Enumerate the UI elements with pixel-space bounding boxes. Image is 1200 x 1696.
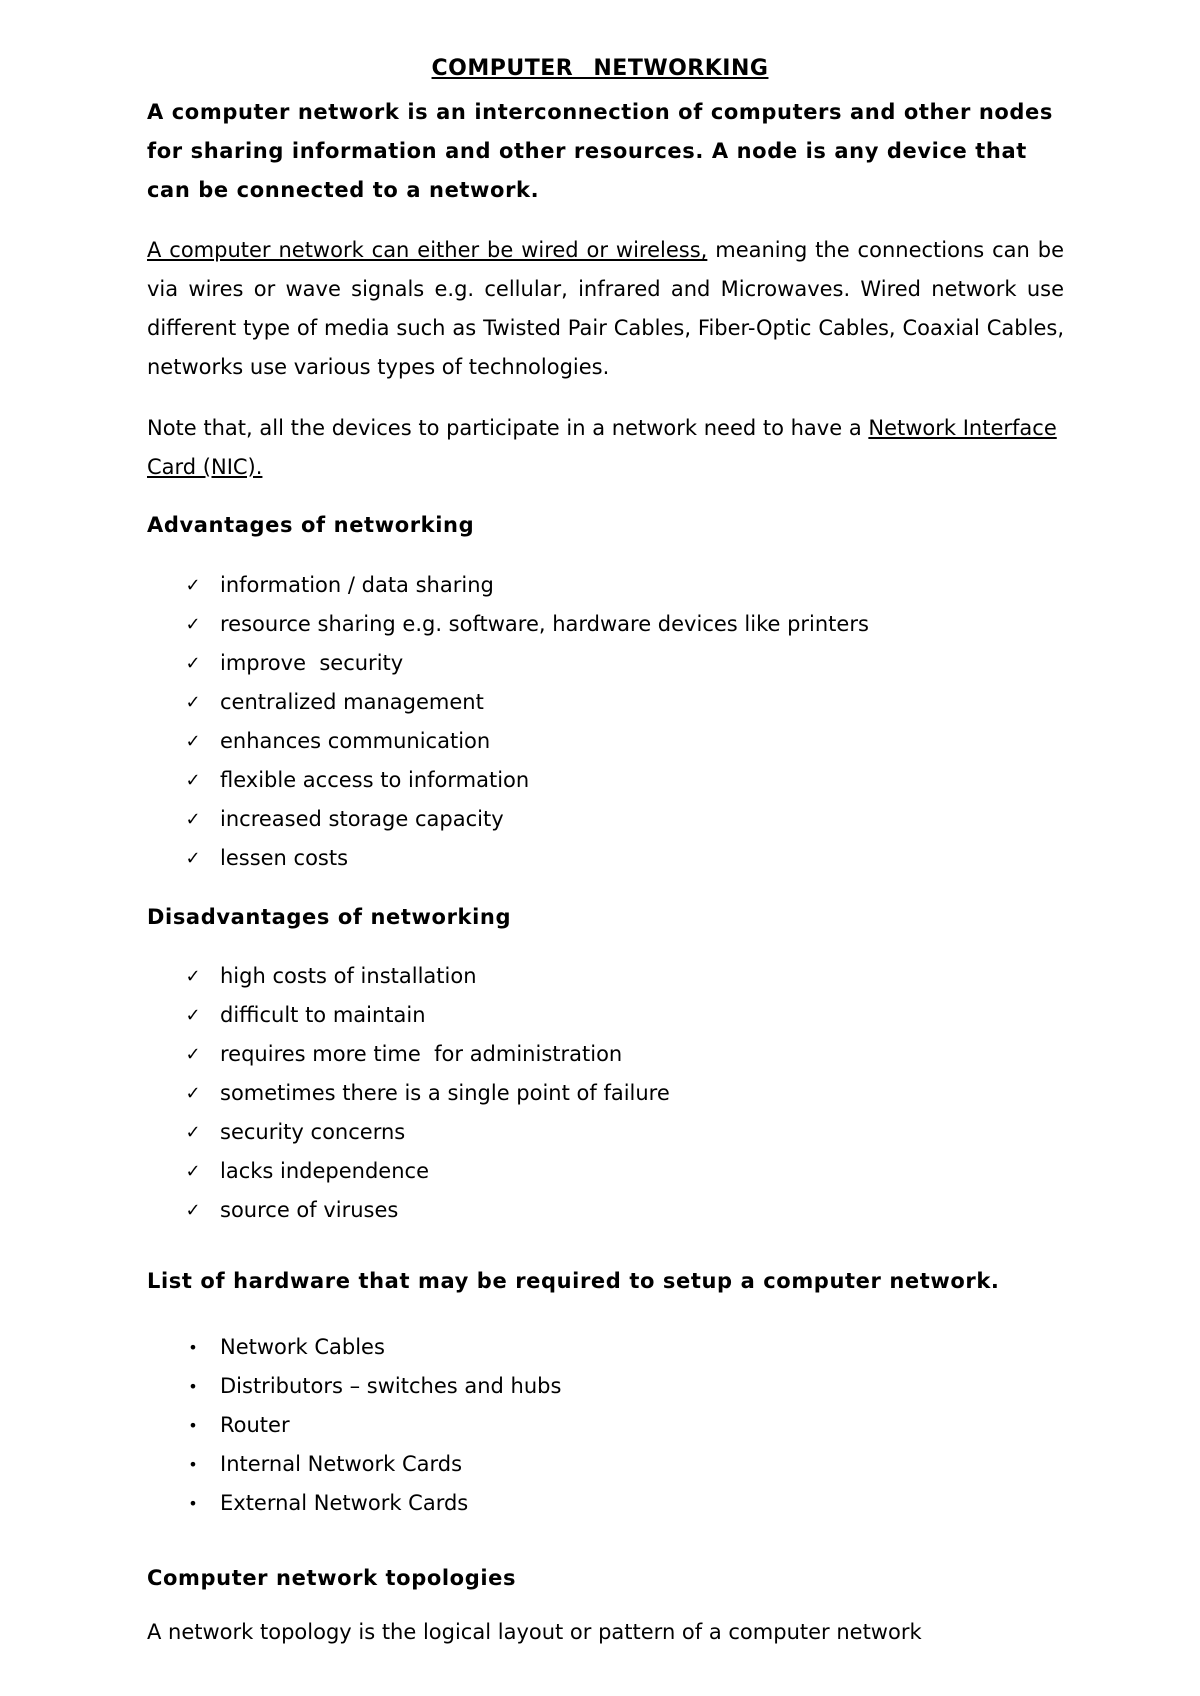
check-icon: ✓: [185, 1083, 201, 1104]
page-title: COMPUTER NETWORKING: [431, 56, 769, 81]
topologies-heading: Computer network topologies: [147, 1566, 517, 1590]
check-icon: ✓: [185, 1044, 201, 1065]
topology-definition: A network topology is the logical layout or pattern of a computer network: [147, 1620, 922, 1644]
check-icon: ✓: [185, 966, 201, 987]
list-item: ✓ sometimes there is a single point of failure: [0, 1074, 670, 1113]
list-item: ✓ increased storage capacity: [0, 800, 869, 839]
intro-paragraph: A computer network is an interconnection of computers and other nodes for sharing information and other resources. A node is any device that can be connected to a network.: [147, 100, 1053, 202]
disadvantages-heading: Disadvantages of networking: [147, 905, 512, 929]
list-item: ✓ security concerns: [0, 1113, 670, 1152]
check-icon: ✓: [185, 653, 201, 674]
check-icon: ✓: [185, 614, 201, 635]
list-item: ✓ resource sharing e.g. software, hardware devices like printers: [0, 605, 869, 644]
check-icon: ✓: [185, 692, 201, 713]
list-item: ✓ difficult to maintain: [0, 996, 670, 1035]
list-item: • Internal Network Cards: [0, 1445, 561, 1484]
list-item: ✓ requires more time for administration: [0, 1035, 670, 1074]
check-icon: ✓: [185, 1200, 201, 1221]
list-item: • Distributors – switches and hubs: [0, 1367, 561, 1406]
bullet-icon: •: [188, 1455, 198, 1474]
check-icon: ✓: [185, 575, 201, 596]
hardware-heading: List of hardware that may be required to setup a computer network.: [147, 1269, 1000, 1293]
check-icon: ✓: [185, 848, 201, 869]
hardware-list: [0, 1328, 561, 1523]
disadvantages-list: [0, 957, 670, 1230]
nic-underlined: Network Interface Card (NIC).: [147, 416, 1057, 479]
list-item: ✓ improve security: [0, 644, 869, 683]
bullet-icon: •: [188, 1377, 198, 1396]
list-item: ✓ centralized management: [0, 683, 869, 722]
bullet-icon: •: [188, 1416, 198, 1435]
check-icon: ✓: [185, 1122, 201, 1143]
wired-wireless-rest: meaning the connections can be via wires or wave signals e.g. cellular, infrared and Microwaves. Wired network use different type of media such as Twisted Pair Cables, Fiber-Optic Cables, Coaxial Cables, networks use various types of technologies.: [147, 238, 1064, 379]
check-icon: ✓: [185, 1161, 201, 1182]
list-item: ✓ lacks independence: [0, 1152, 670, 1191]
list-item: • External Network Cards: [0, 1484, 561, 1523]
list-item: • Network Cables: [0, 1328, 561, 1367]
list-item: ✓ high costs of installation: [0, 957, 670, 996]
bullet-icon: •: [188, 1338, 198, 1357]
list-item: ✓ enhances communication: [0, 722, 869, 761]
list-item: ✓ source of viruses: [0, 1191, 670, 1230]
list-item: ✓ information / data sharing: [0, 566, 869, 605]
list-item: ✓ flexible access to information: [0, 761, 869, 800]
nic-text: Note that, all the devices to participate in a network need to have a: [147, 416, 869, 440]
check-icon: ✓: [185, 731, 201, 752]
check-icon: ✓: [185, 809, 201, 830]
advantages-heading: Advantages of networking: [147, 513, 475, 537]
wired-wireless-paragraph: [147, 231, 1064, 387]
list-item: ✓ lessen costs: [0, 839, 869, 878]
list-item: • Router: [0, 1406, 561, 1445]
check-icon: ✓: [185, 770, 201, 791]
advantages-list: [0, 566, 869, 878]
check-icon: ✓: [185, 1005, 201, 1026]
nic-paragraph: [147, 409, 1064, 487]
bullet-icon: •: [188, 1494, 198, 1513]
wired-wireless-underlined: A computer network can either be wired or wireless,: [147, 238, 708, 262]
